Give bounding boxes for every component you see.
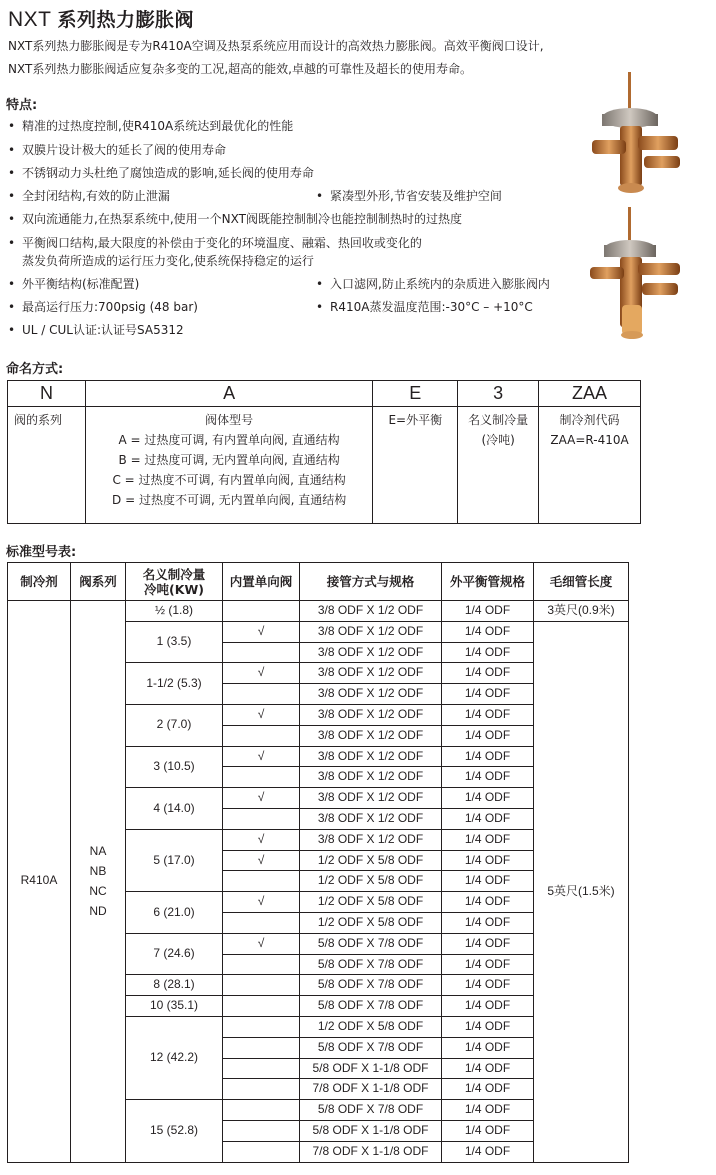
check-valve-cell: √ [223,829,300,850]
feature-item: • 最高运行压力:700psig (48 bar) [8,300,198,314]
std-heading: 标准型号表: [6,545,77,560]
code-body: A [85,381,372,407]
feature-item: • 不锈钢动力头杜绝了腐蚀造成的影响,延长阀的使用寿命 [8,166,314,180]
equalizer-cell: 1/4 ODF [442,767,534,788]
desc-body-title: 阀体型号 [205,413,254,427]
equalizer-cell: 1/4 ODF [442,829,534,850]
capacity-cell: 5 (17.0) [126,829,223,891]
equalizer-cell: 1/4 ODF [442,850,534,871]
equalizer-cell: 1/4 ODF [442,954,534,975]
feature-item: • 双向流通能力,在热泵系统中,使用一个NXT阀既能控制制冷也能控制制热时的过热度 [8,212,462,226]
equalizer-cell: 1/4 ODF [442,704,534,725]
connection-cell: 3/8 ODF X 1/2 ODF [300,746,442,767]
check-valve-cell [223,996,300,1017]
capacity-cell: 6 (21.0) [126,892,223,934]
header-refrigerant: 制冷剂 [8,563,71,601]
equalizer-cell: 1/4 ODF [442,746,534,767]
capillary-cell: 3英尺(0.9米) [534,601,629,622]
equalizer-cell: 1/4 ODF [442,892,534,913]
check-valve-cell [223,601,300,622]
check-valve-cell [223,1079,300,1100]
table-row [8,601,629,622]
check-valve-cell [223,1058,300,1079]
title-name: 系列热力膨胀阀 [57,9,194,31]
connection-cell: 1/2 ODF X 5/8 ODF [300,892,442,913]
capacity-cell: 1 (3.5) [126,621,223,663]
capacity-cell: 7 (24.6) [126,933,223,975]
equalizer-cell: 1/4 ODF [442,663,534,684]
feature-item: • UL / CUL认证:认证号SA5312 [8,323,184,337]
check-valve-cell [223,954,300,975]
valve-product-image-bottom [588,205,688,340]
connection-cell: 3/8 ODF X 1/2 ODF [300,684,442,705]
equalizer-cell: 1/4 ODF [442,912,534,933]
check-valve-cell: √ [223,663,300,684]
header-capacity: 名义制冷量 冷吨(KW) [126,563,223,601]
connection-cell: 1/2 ODF X 5/8 ODF [300,850,442,871]
check-valve-cell [223,767,300,788]
feature-item: • 精准的过热度控制,使R410A系统达到最优化的性能 [8,119,294,133]
code-series: N [8,381,86,407]
desc-capacity: 名义制冷量 (冷吨) [458,407,539,524]
series-item: NB [89,864,107,879]
feature-item: • 平衡阀口结构,最大限度的补偿由于变化的环境温度、融霜、热回收或变化的 [8,236,422,250]
check-valve-cell [223,1120,300,1141]
check-valve-cell: √ [223,704,300,725]
desc-body-line: C = 过热度不可调, 有内置单向阀, 直通结构 [112,473,346,487]
intro-line-1: NXT系列热力膨胀阀是专为R410A空调及热泵系统应用而设计的高效热力膨胀阀。高效平衡阀口设计, [8,39,544,53]
equalizer-cell: 1/4 ODF [442,1079,534,1100]
equalizer-cell: 1/4 ODF [442,933,534,954]
equalizer-cell: 1/4 ODF [442,1037,534,1058]
naming-code-row [8,381,641,407]
connection-cell: 3/8 ODF X 1/2 ODF [300,704,442,725]
check-valve-cell: √ [223,621,300,642]
equalizer-cell: 1/4 ODF [442,996,534,1017]
connection-cell: 5/8 ODF X 1-1/8 ODF [300,1058,442,1079]
connection-cell: 1/2 ODF X 5/8 ODF [300,1016,442,1037]
equalizer-cell: 1/4 ODF [442,1058,534,1079]
connection-cell: 3/8 ODF X 1/2 ODF [300,642,442,663]
feature-item: • 紧凑型外形,节省安装及维护空间 [316,189,502,203]
connection-cell: 3/8 ODF X 1/2 ODF [300,788,442,809]
connection-cell: 5/8 ODF X 1-1/8 ODF [300,1120,442,1141]
check-valve-cell: √ [223,892,300,913]
feature-item-continued: 蒸发负荷所造成的运行压力变化,使系统保持稳定的运行 [22,254,314,268]
desc-refrigerant: 制冷剂代码 ZAA=R-410A [539,407,641,524]
capillary-cell: 5英尺(1.5米) [534,621,629,1162]
equalizer-cell: 1/4 ODF [442,1100,534,1121]
check-valve-cell [223,912,300,933]
feature-item: • 双膜片设计极大的延长了阀的使用寿命 [8,143,227,157]
series-cell [71,601,126,1163]
connection-cell: 5/8 ODF X 7/8 ODF [300,975,442,996]
code-equalizer: E [373,381,458,407]
equalizer-cell: 1/4 ODF [442,642,534,663]
equalizer-cell: 1/4 ODF [442,1016,534,1037]
capacity-cell: 12 (42.2) [126,1016,223,1099]
check-valve-cell [223,1141,300,1162]
equalizer-cell: 1/4 ODF [442,601,534,622]
feature-item: • 入口滤网,防止系统内的杂质进入膨胀阀内 [316,277,550,291]
code-refrigerant: ZAA [539,381,641,407]
check-valve-cell: √ [223,933,300,954]
desc-body-line: B = 过热度可调, 无内置单向阀, 直通结构 [118,453,340,467]
equalizer-cell: 1/4 ODF [442,871,534,892]
feature-item: • R410A蒸发温度范围:-30°C – +10°C [316,300,533,314]
check-valve-cell [223,642,300,663]
equalizer-cell: 1/4 ODF [442,1141,534,1162]
connection-cell: 7/8 ODF X 1-1/8 ODF [300,1079,442,1100]
series-item: NC [89,884,107,899]
check-valve-cell [223,684,300,705]
check-valve-cell: √ [223,788,300,809]
check-valve-cell: √ [223,850,300,871]
connection-cell: 7/8 ODF X 1-1/8 ODF [300,1141,442,1162]
header-connection: 接管方式与规格 [300,563,442,601]
naming-table [7,380,641,524]
equalizer-cell: 1/4 ODF [442,1120,534,1141]
connection-cell: 3/8 ODF X 1/2 ODF [300,829,442,850]
check-valve-cell [223,808,300,829]
desc-equalizer: E=外平衡 [373,407,458,524]
feature-item: • 全封闭结构,有效的防止泄漏 [8,189,170,203]
header-check-valve: 内置单向阀 [223,563,300,601]
feature-item: • 外平衡结构(标准配置) [8,277,140,291]
capacity-cell: 4 (14.0) [126,788,223,830]
connection-cell: 3/8 ODF X 1/2 ODF [300,725,442,746]
connection-cell: 3/8 ODF X 1/2 ODF [300,621,442,642]
header-equalizer: 外平衡管规格 [442,563,534,601]
equalizer-cell: 1/4 ODF [442,788,534,809]
refrigerant-cell: R410A [8,601,71,1163]
connection-cell: 5/8 ODF X 7/8 ODF [300,933,442,954]
check-valve-cell [223,725,300,746]
check-valve-cell [223,871,300,892]
capacity-cell: 1-1/2 (5.3) [126,663,223,705]
capacity-cell: 15 (52.8) [126,1100,223,1162]
desc-body-line: D = 过热度不可调, 无内置单向阀, 直通结构 [112,493,347,507]
header-series: 阀系列 [71,563,126,601]
equalizer-cell: 1/4 ODF [442,725,534,746]
series-item: NA [89,844,107,859]
capacity-cell: ½ (1.8) [126,601,223,622]
capacity-cell: 8 (28.1) [126,975,223,996]
intro-line-2: NXT系列热力膨胀阀适应复杂多变的工况,超高的能效,卓越的可靠性及超长的使用寿命。 [8,62,472,76]
connection-cell: 3/8 ODF X 1/2 ODF [300,663,442,684]
check-valve-cell [223,1100,300,1121]
equalizer-cell: 1/4 ODF [442,684,534,705]
desc-body [85,407,372,524]
naming-desc-row [8,407,641,524]
code-capacity: 3 [458,381,539,407]
capacity-cell: 3 (10.5) [126,746,223,788]
desc-body-line: A = 过热度可调, 有内置单向阀, 直通结构 [118,433,340,447]
capacity-cell: 2 (7.0) [126,704,223,746]
equalizer-cell: 1/4 ODF [442,621,534,642]
naming-heading: 命名方式: [6,362,64,377]
connection-cell: 5/8 ODF X 7/8 ODF [300,1037,442,1058]
connection-cell: 5/8 ODF X 7/8 ODF [300,1100,442,1121]
connection-cell: 3/8 ODF X 1/2 ODF [300,601,442,622]
connection-cell: 3/8 ODF X 1/2 ODF [300,808,442,829]
table-header-row [8,563,629,601]
connection-cell: 1/2 ODF X 5/8 ODF [300,912,442,933]
features-heading: 特点: [6,98,38,113]
series-item: ND [89,904,107,919]
standard-model-table [7,562,629,1163]
header-capillary: 毛细管长度 [534,563,629,601]
capacity-cell: 10 (35.1) [126,996,223,1017]
equalizer-cell: 1/4 ODF [442,808,534,829]
page-title [8,5,194,32]
check-valve-cell [223,975,300,996]
equalizer-cell: 1/4 ODF [442,975,534,996]
check-valve-cell: √ [223,746,300,767]
valve-product-image-top [588,70,688,200]
title-model: NXT [8,8,52,31]
check-valve-cell [223,1037,300,1058]
connection-cell: 5/8 ODF X 7/8 ODF [300,954,442,975]
table-body [8,601,629,1163]
connection-cell: 5/8 ODF X 7/8 ODF [300,996,442,1017]
connection-cell: 3/8 ODF X 1/2 ODF [300,767,442,788]
check-valve-cell [223,1016,300,1037]
desc-series: 阀的系列 [8,407,86,524]
connection-cell: 1/2 ODF X 5/8 ODF [300,871,442,892]
